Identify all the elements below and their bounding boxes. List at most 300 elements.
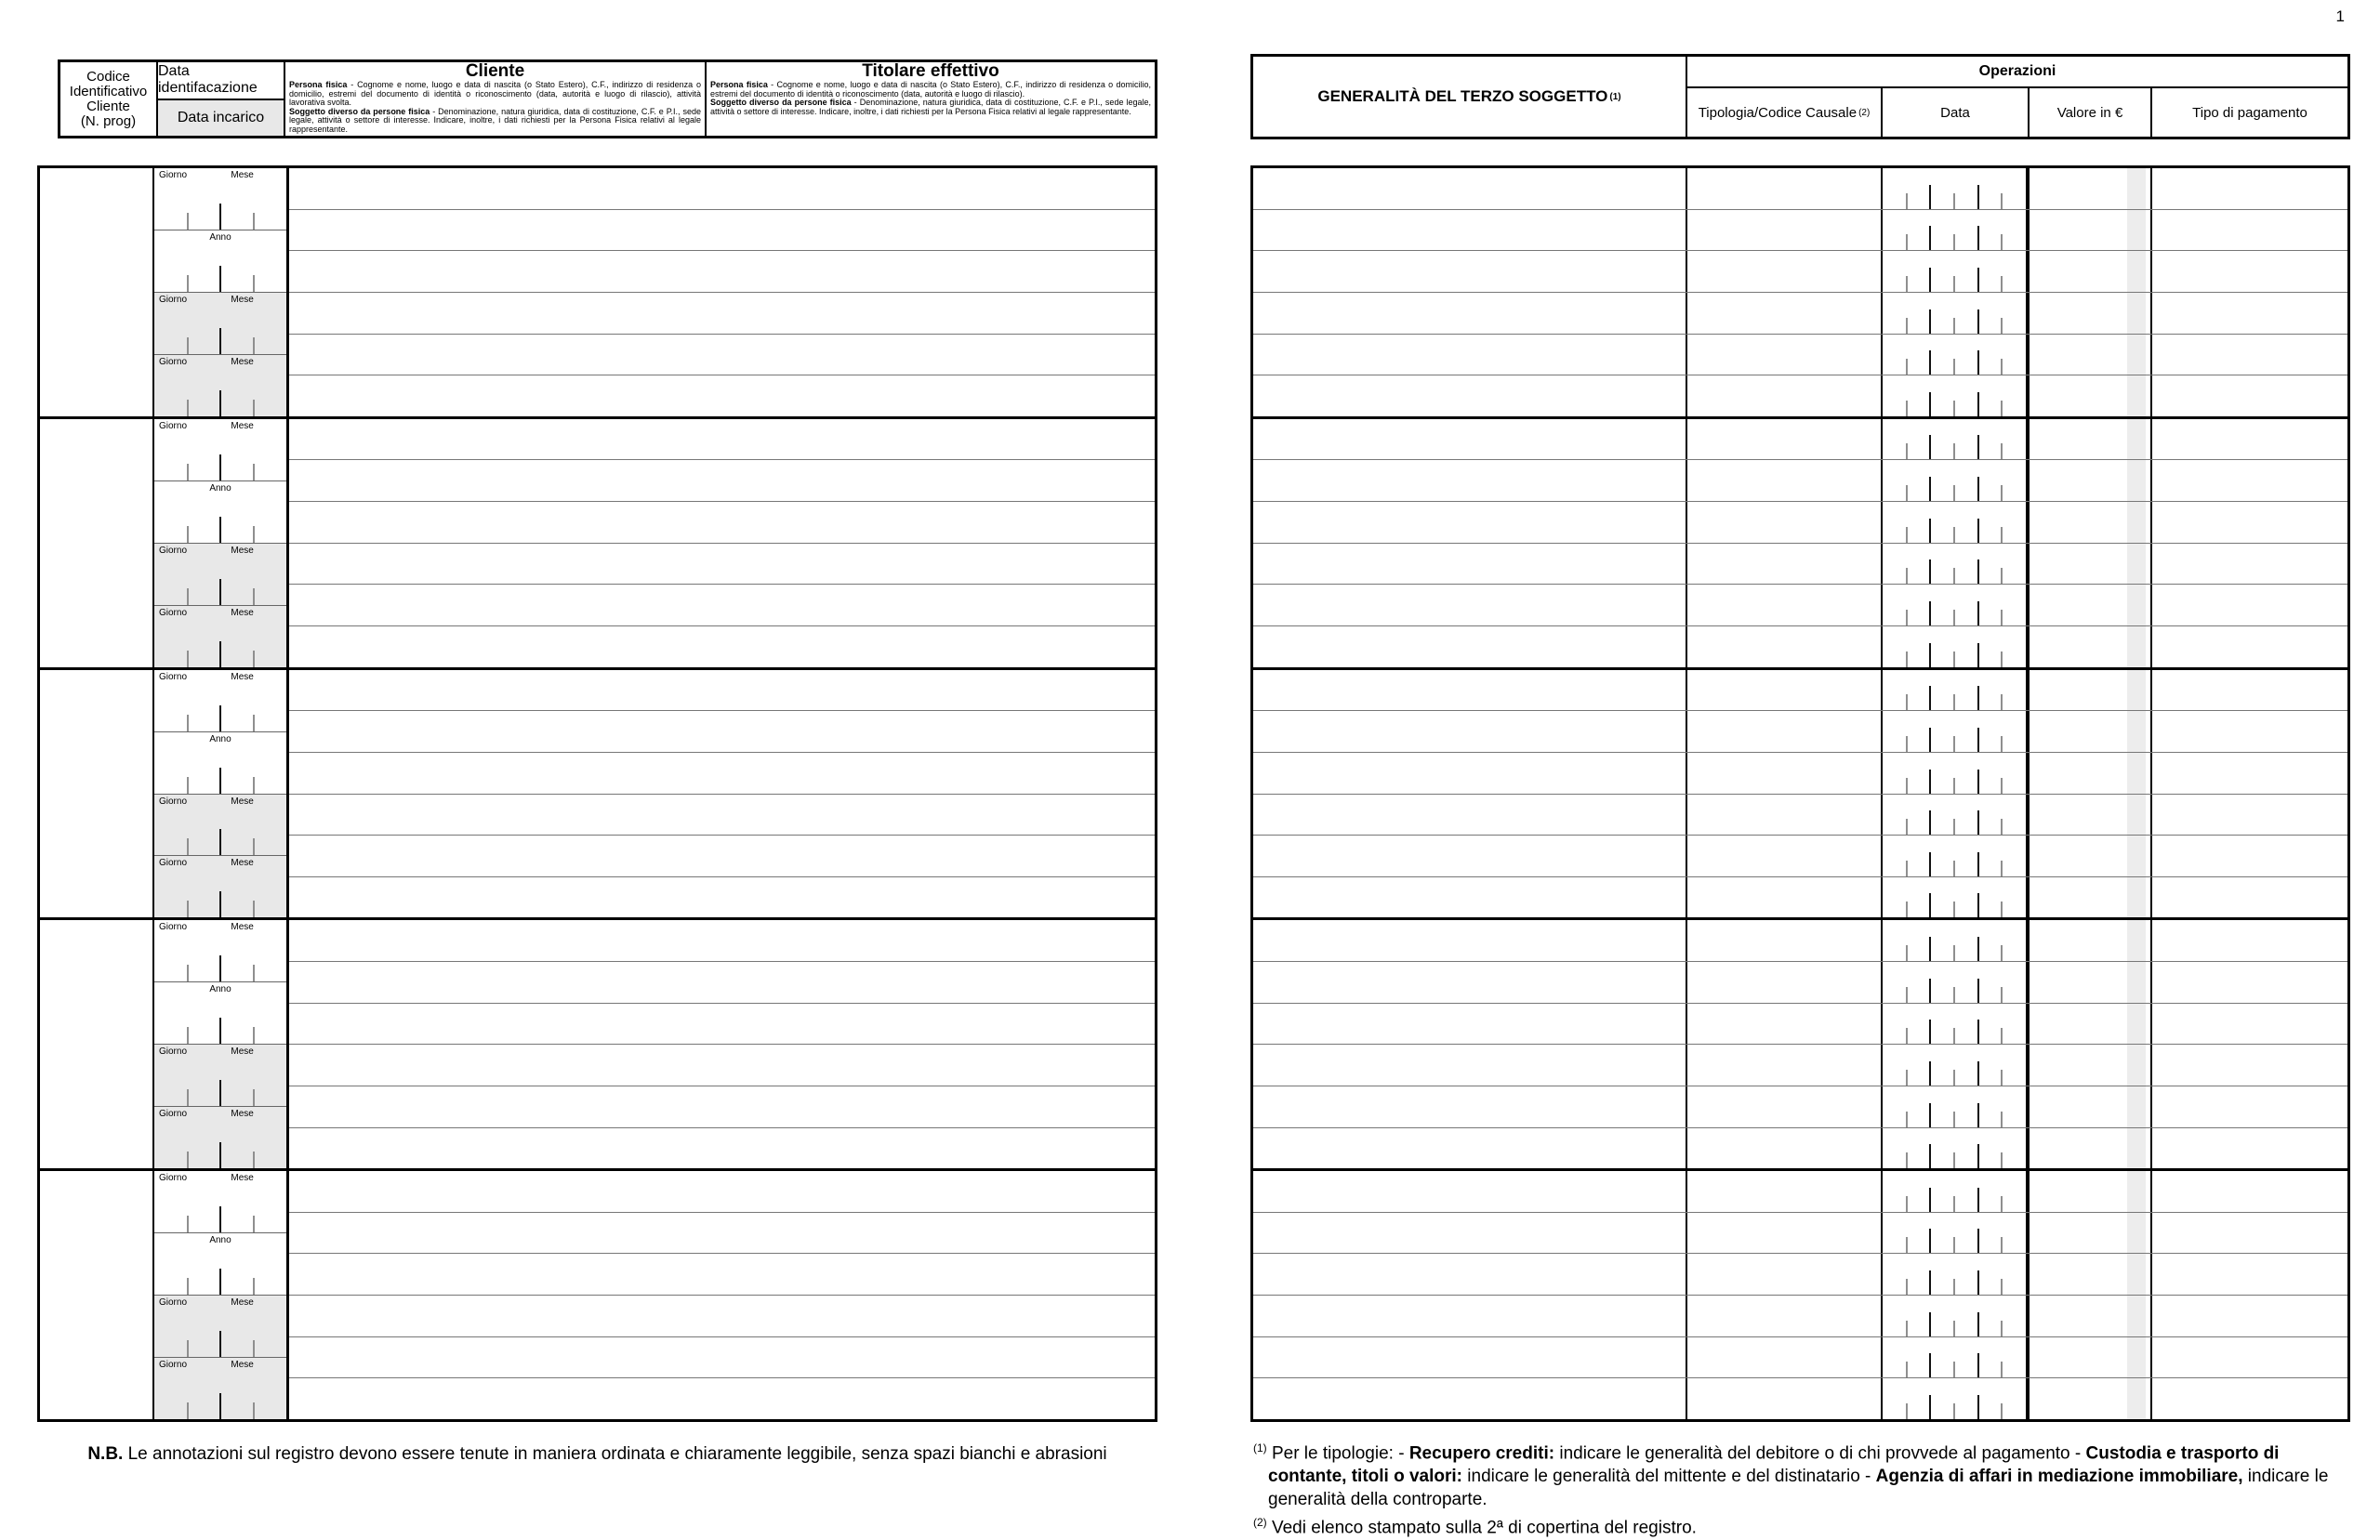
tipo-pagamento-cell xyxy=(2152,626,2347,667)
date-tick-dark xyxy=(219,829,221,855)
cliente-title: Cliente xyxy=(465,61,525,81)
writing-row xyxy=(289,1337,1155,1379)
data-operazione-cell xyxy=(1883,626,2030,667)
date-tick-dark xyxy=(219,1206,221,1232)
tipo-pagamento-cell xyxy=(2152,1378,2347,1419)
date-column xyxy=(154,670,289,918)
valore-cell xyxy=(2030,1337,2152,1378)
giorno-label: Giorno xyxy=(159,545,188,556)
date-tick-light xyxy=(1953,1403,1955,1419)
valore-decimali-band xyxy=(2127,375,2146,416)
date-tick-dark xyxy=(219,1142,221,1168)
valore-decimali-band xyxy=(2127,1045,2146,1086)
operation-row xyxy=(1253,251,2347,293)
mese-label: Mese xyxy=(231,1297,254,1309)
operation-row xyxy=(1253,1254,2347,1296)
tipo-pagamento-cell xyxy=(2152,920,2347,961)
date-tick-light xyxy=(2001,736,2003,752)
date-tick-light xyxy=(1953,485,1955,501)
data-operazione-cell xyxy=(1883,1296,2030,1336)
text-part: indicare le generalità della controparte. xyxy=(1268,1467,2329,1510)
writing-row xyxy=(289,375,1155,416)
date-tick-dark xyxy=(1929,728,1931,752)
date-tick-light xyxy=(1953,736,1955,752)
date-tick-light xyxy=(1906,1403,1908,1419)
tipologia-codice-causale-cell xyxy=(1687,1086,1883,1127)
valore-decimali-band xyxy=(2127,1086,2146,1127)
tipologia-codice-causale-cell xyxy=(1687,460,1883,501)
operation-row xyxy=(1253,1296,2347,1337)
cliente-soggetto-diverso-note xyxy=(285,108,705,135)
valore-cell xyxy=(2030,1296,2152,1336)
date-tick-light xyxy=(187,213,189,230)
codice-identificativo-cell xyxy=(40,1171,154,1419)
valore-cell xyxy=(2030,585,2152,625)
valore-decimali-band xyxy=(2127,1296,2146,1336)
operations-block xyxy=(1253,920,2347,1171)
date-tick-light xyxy=(1953,276,1955,292)
date-tick-dark xyxy=(1977,852,1979,876)
valore-header-cell: Valore in € xyxy=(2030,88,2152,137)
date-tick-light xyxy=(2001,527,2003,543)
date-tick-dark xyxy=(1977,1312,1979,1336)
giorno-label: Giorno xyxy=(159,922,188,933)
giorno-label: Giorno xyxy=(159,858,188,869)
writing-row xyxy=(289,251,1155,293)
date-tick-dark xyxy=(1929,1103,1931,1127)
generalita-terzo-soggetto-cell xyxy=(1253,962,1687,1003)
valore-decimali-band xyxy=(2127,711,2146,752)
date-tick-light xyxy=(2001,1152,2003,1168)
tipologia-codice-causale-cell xyxy=(1687,335,1883,375)
tipologia-codice-causale-cell xyxy=(1687,711,1883,752)
date-tick-dark xyxy=(1929,477,1931,501)
date-tick-light xyxy=(2001,443,2003,459)
date-tick-light xyxy=(253,1340,255,1357)
date-tick-light xyxy=(187,651,189,667)
writing-row xyxy=(289,795,1155,836)
text-part: - Cognome e nome, luogo e data di nascita (o Stato Estero), C.F., indirizzo di residenza o domicilio, estremi del documento di identità o riconoscimento (data, autorità e luogo di rilascio), attività lavorativa svolta. xyxy=(289,80,702,107)
date-tick-light xyxy=(1953,318,1955,334)
generalita-terzo-soggetto-cell xyxy=(1253,335,1687,375)
operation-row xyxy=(1253,335,2347,376)
tipologia-codice-causale-cell xyxy=(1687,1337,1883,1378)
tipologia-codice-causale-cell xyxy=(1687,1378,1883,1419)
tipologia-codice-causale-cell xyxy=(1687,1296,1883,1336)
generalita-terzo-soggetto-cell xyxy=(1253,836,1687,876)
mese-label: Mese xyxy=(231,1173,254,1184)
valore-cell xyxy=(2030,1171,2152,1212)
mese-label: Mese xyxy=(231,922,254,933)
writing-row xyxy=(289,419,1155,461)
valore-decimali-band xyxy=(2127,1213,2146,1254)
tipo-pagamento-cell xyxy=(2152,836,2347,876)
text-part: - Denominazione, natura giuridica, data di costituzione, C.F. e P.I., sede legale, attività o settore di interesse. Indicare, inoltre, i dati richiesti per la Persona Fisica relativi al legale rappresentante. xyxy=(289,106,701,134)
tipo-pagamento-cell xyxy=(2152,168,2347,209)
mese-label: Mese xyxy=(231,607,254,618)
generalita-terzo-soggetto-cell xyxy=(1253,1086,1687,1127)
data-identificazione-giorno-mese-section xyxy=(154,1171,286,1233)
text-part: Persona fisica xyxy=(710,80,768,89)
data-identificazione-giorno-mese-section xyxy=(154,168,286,230)
tipologia-codice-causale-cell xyxy=(1687,626,1883,667)
data-operazione-cell xyxy=(1883,210,2030,251)
date-tick-light xyxy=(2001,1321,2003,1336)
valore-cell xyxy=(2030,335,2152,375)
valore-cell xyxy=(2030,626,2152,667)
date-tick-dark xyxy=(1929,435,1931,459)
date-tick-dark xyxy=(1977,1144,1979,1168)
date-tick-dark xyxy=(219,390,221,416)
date-tick-dark xyxy=(1977,350,1979,375)
operation-row xyxy=(1253,1337,2347,1379)
data-operazione-cell xyxy=(1883,711,2030,752)
operations-block xyxy=(1253,670,2347,921)
data-header-column xyxy=(158,62,285,136)
writing-row xyxy=(289,544,1155,586)
valore-cell xyxy=(2030,711,2152,752)
valore-cell xyxy=(2030,1254,2152,1295)
date-tick-light xyxy=(2001,485,2003,501)
data-incarico-giorno-mese-section-1 xyxy=(154,795,286,857)
date-tick-light xyxy=(1906,1237,1908,1253)
titolare-effettivo-header-cell xyxy=(707,62,1155,136)
writing-row xyxy=(289,753,1155,795)
valore-cell xyxy=(2030,670,2152,711)
cliente-titolare-annotation-area xyxy=(289,1171,1155,1419)
date-tick-light xyxy=(1953,778,1955,794)
generalita-terzo-soggetto-cell xyxy=(1253,1045,1687,1086)
mese-label: Mese xyxy=(231,1109,254,1120)
date-tick-light xyxy=(187,1089,189,1106)
writing-row xyxy=(289,1254,1155,1296)
date-tick-light xyxy=(2001,1362,2003,1377)
date-tick-dark xyxy=(1977,435,1979,459)
codice-line: Codice xyxy=(86,68,130,85)
date-tick-light xyxy=(1906,778,1908,794)
date-tick-light xyxy=(2001,1403,2003,1419)
page-number: 1 xyxy=(2335,7,2345,25)
date-tick-light xyxy=(1906,443,1908,459)
date-tick-light xyxy=(187,715,189,731)
date-tick-dark xyxy=(1929,1144,1931,1168)
tipo-pagamento-cell xyxy=(2152,1296,2347,1336)
date-column xyxy=(154,168,289,416)
date-tick-light xyxy=(187,1278,189,1295)
date-tick-dark xyxy=(1977,1188,1979,1212)
right-header-table xyxy=(1250,54,2350,139)
date-tick-light xyxy=(187,777,189,794)
date-tick-light xyxy=(1906,359,1908,375)
date-tick-light xyxy=(1953,1362,1955,1377)
data-identificazione-anno-section xyxy=(154,732,286,795)
valore-cell xyxy=(2030,1128,2152,1169)
operazioni-header-group xyxy=(1687,57,2347,137)
mese-label: Mese xyxy=(231,858,254,869)
data-operazione-cell xyxy=(1883,293,2030,334)
data-incarico-giorno-mese-section-2 xyxy=(154,355,286,416)
data-operazione-cell xyxy=(1883,920,2030,961)
date-tick-light xyxy=(187,1216,189,1232)
date-tick-light xyxy=(1906,1362,1908,1377)
valore-cell xyxy=(2030,210,2152,251)
client-block xyxy=(40,920,1155,1171)
date-column xyxy=(154,419,289,667)
date-tick-light xyxy=(1953,652,1955,667)
operation-row xyxy=(1253,753,2347,795)
date-tick-light xyxy=(187,400,189,416)
tipo-pagamento-cell xyxy=(2152,1254,2347,1295)
tipologia-codice-causale-header-cell xyxy=(1687,88,1883,137)
valore-decimali-band xyxy=(2127,293,2146,334)
date-tick-dark xyxy=(1977,1229,1979,1253)
data-incarico-giorno-mese-section-2 xyxy=(154,856,286,917)
date-tick-dark xyxy=(1977,519,1979,543)
date-tick-light xyxy=(1953,1152,1955,1168)
date-tick-dark xyxy=(1977,686,1979,710)
text-part: indicare le generalità del mittente e del distinatario - xyxy=(1462,1467,1876,1487)
writing-row xyxy=(289,1296,1155,1337)
date-tick-light xyxy=(1953,945,1955,961)
valore-decimali-band xyxy=(2127,335,2146,375)
date-tick-light xyxy=(187,1402,189,1419)
date-tick-light xyxy=(1953,819,1955,835)
data-operazione-header-cell: Data xyxy=(1883,88,2030,137)
generalita-terzo-soggetto-cell xyxy=(1253,920,1687,961)
generalita-terzo-soggetto-cell xyxy=(1253,1254,1687,1295)
data-incarico-giorno-mese-section-2 xyxy=(154,1107,286,1168)
mese-label: Mese xyxy=(231,1360,254,1371)
tipo-pagamento-cell xyxy=(2152,585,2347,625)
tipologia-codice-causale-cell xyxy=(1687,210,1883,251)
date-tick-light xyxy=(1906,652,1908,667)
codice-line: (N. prog) xyxy=(80,112,137,129)
date-tick-light xyxy=(2001,861,2003,876)
tipo-pagamento-cell xyxy=(2152,460,2347,501)
generalita-terzo-soggetto-cell xyxy=(1253,585,1687,625)
valore-cell xyxy=(2030,293,2152,334)
right-body-table xyxy=(1250,165,2350,1422)
operation-row xyxy=(1253,920,2347,962)
date-tick-dark xyxy=(1929,893,1931,917)
generalita-terzo-soggetto-header-cell xyxy=(1253,57,1687,137)
date-tick-dark xyxy=(1929,979,1931,1003)
titolare-effettivo-title: Titolare effettivo xyxy=(862,61,999,81)
valore-decimali-band xyxy=(2127,1378,2146,1419)
date-tick-dark xyxy=(219,517,221,543)
giorno-label: Giorno xyxy=(159,420,188,431)
tipo-pagamento-cell xyxy=(2152,1337,2347,1378)
date-tick-light xyxy=(2001,359,2003,375)
date-tick-light xyxy=(253,777,255,794)
date-tick-light xyxy=(1953,902,1955,917)
date-tick-light xyxy=(2001,318,2003,334)
tipo-pagamento-cell xyxy=(2152,502,2347,543)
generalita-terzo-soggetto-cell xyxy=(1253,168,1687,209)
nb-note xyxy=(37,1444,1157,1465)
date-tick-dark xyxy=(1977,601,1979,625)
generalita-terzo-soggetto-cell xyxy=(1253,1337,1687,1378)
date-tick-dark xyxy=(1929,852,1931,876)
operation-row xyxy=(1253,502,2347,544)
valore-decimali-band xyxy=(2127,962,2146,1003)
tipo-pagamento-cell xyxy=(2152,419,2347,460)
valore-decimali-band xyxy=(2127,1004,2146,1045)
operazioni-header-cell: Operazioni xyxy=(1687,57,2347,88)
operation-row xyxy=(1253,711,2347,753)
operation-row xyxy=(1253,670,2347,712)
writing-row xyxy=(289,1045,1155,1086)
date-tick-dark xyxy=(1977,268,1979,292)
tipologia-codice-causale-cell xyxy=(1687,920,1883,961)
date-tick-light xyxy=(1906,1196,1908,1212)
date-tick-light xyxy=(1906,1152,1908,1168)
date-tick-light xyxy=(1953,861,1955,876)
text-part: Soggetto diverso da persone fisica xyxy=(710,98,852,107)
date-tick-light xyxy=(1953,694,1955,710)
giorno-label: Giorno xyxy=(159,607,188,618)
tipo-pagamento-cell xyxy=(2152,1086,2347,1127)
operation-row xyxy=(1253,1378,2347,1419)
valore-cell xyxy=(2030,753,2152,794)
writing-row xyxy=(289,1004,1155,1046)
tipo-pagamento-cell xyxy=(2152,210,2347,251)
date-tick-light xyxy=(1953,610,1955,625)
date-tick-light xyxy=(253,588,255,605)
valore-decimali-band xyxy=(2127,1171,2146,1212)
data-identificazione-anno-section xyxy=(154,1233,286,1296)
date-tick-light xyxy=(1906,694,1908,710)
writing-row xyxy=(289,210,1155,252)
codice-identificativo-header-cell xyxy=(60,62,158,136)
data-identificazione-giorno-mese-section xyxy=(154,419,286,481)
date-tick-light xyxy=(1906,318,1908,334)
giorno-label: Giorno xyxy=(159,1297,188,1309)
date-tick-dark xyxy=(1977,559,1979,584)
text-part: indicare le generalità del debitore o di chi provvede al pagamento - xyxy=(1554,1443,2086,1464)
left-header-table xyxy=(58,59,1157,138)
client-block xyxy=(40,670,1155,921)
cliente-titolare-annotation-area xyxy=(289,419,1155,667)
date-tick-dark xyxy=(219,266,221,292)
valore-cell xyxy=(2030,1378,2152,1419)
date-tick-light xyxy=(1906,527,1908,543)
date-tick-dark xyxy=(219,768,221,794)
date-tick-light xyxy=(253,1402,255,1419)
codice-line: Identificativo xyxy=(69,83,148,99)
tipo-pagamento-cell xyxy=(2152,1213,2347,1254)
date-tick-light xyxy=(253,1089,255,1106)
date-tick-dark xyxy=(1977,392,1979,416)
date-tick-dark xyxy=(1929,601,1931,625)
date-tick-dark xyxy=(1977,728,1979,752)
codice-identificativo-cell xyxy=(40,419,154,667)
date-tick-dark xyxy=(1929,937,1931,961)
date-tick-dark xyxy=(1977,185,1979,209)
writing-row xyxy=(289,585,1155,626)
mese-label: Mese xyxy=(231,1046,254,1058)
date-tick-light xyxy=(1953,527,1955,543)
date-tick-dark xyxy=(219,204,221,230)
data-operazione-cell xyxy=(1883,375,2030,416)
operation-row xyxy=(1253,962,2347,1004)
operation-row xyxy=(1253,293,2347,335)
date-tick-light xyxy=(1906,401,1908,416)
valore-decimali-band xyxy=(2127,836,2146,876)
footnote-ref-1: (1) xyxy=(1609,91,1621,102)
valore-decimali-band xyxy=(2127,210,2146,251)
client-block xyxy=(40,1171,1155,1419)
date-tick-light xyxy=(1953,1196,1955,1212)
text-part: N.B. xyxy=(87,1444,124,1464)
date-tick-light xyxy=(1906,485,1908,501)
codice-identificativo-cell xyxy=(40,670,154,918)
data-incarico-header-cell: Data incarico xyxy=(158,100,284,137)
tipologia-codice-causale-cell xyxy=(1687,877,1883,918)
tipo-pagamento-cell xyxy=(2152,670,2347,711)
operation-row xyxy=(1253,1171,2347,1213)
data-operazione-cell xyxy=(1883,670,2030,711)
giorno-label: Giorno xyxy=(159,356,188,367)
codice-identificativo-cell xyxy=(40,920,154,1168)
date-tick-light xyxy=(1906,945,1908,961)
date-tick-light xyxy=(1953,359,1955,375)
date-tick-dark xyxy=(1977,1353,1979,1377)
tipo-pagamento-cell xyxy=(2152,293,2347,334)
codice-identificativo-cell xyxy=(40,168,154,416)
valore-cell xyxy=(2030,877,2152,918)
date-tick-dark xyxy=(219,891,221,917)
cliente-header-cell xyxy=(285,62,707,136)
generalita-terzo-soggetto-cell xyxy=(1253,1171,1687,1212)
writing-row xyxy=(289,962,1155,1004)
date-tick-dark xyxy=(1929,1312,1931,1336)
date-tick-light xyxy=(2001,987,2003,1003)
valore-cell xyxy=(2030,836,2152,876)
date-tick-light xyxy=(253,1278,255,1295)
date-tick-light xyxy=(187,588,189,605)
data-identificazione-giorno-mese-section xyxy=(154,920,286,982)
date-tick-dark xyxy=(219,454,221,480)
generalita-terzo-soggetto-cell xyxy=(1253,460,1687,501)
writing-row xyxy=(289,920,1155,962)
giorno-label: Giorno xyxy=(159,1046,188,1058)
giorno-label: Giorno xyxy=(159,1109,188,1120)
date-tick-dark xyxy=(219,328,221,354)
tipo-pagamento-cell xyxy=(2152,544,2347,585)
date-tick-light xyxy=(1906,902,1908,917)
footnote-2-text: Vedi elenco stampato sulla 2ª di copertina del registro. xyxy=(1271,1518,1697,1538)
date-tick-light xyxy=(2001,1112,2003,1127)
date-tick-light xyxy=(1906,234,1908,250)
date-tick-light xyxy=(1953,443,1955,459)
date-tick-dark xyxy=(1929,350,1931,375)
data-incarico-giorno-mese-section-1 xyxy=(154,544,286,606)
data-identificazione-anno-section xyxy=(154,481,286,544)
operation-row xyxy=(1253,1128,2347,1169)
data-operazione-cell xyxy=(1883,1004,2030,1045)
writing-row xyxy=(289,293,1155,335)
tipo-pagamento-cell xyxy=(2152,1171,2347,1212)
operations-block xyxy=(1253,419,2347,670)
generalita-terzo-soggetto-cell xyxy=(1253,419,1687,460)
date-tick-dark xyxy=(1929,559,1931,584)
date-tick-dark xyxy=(1977,937,1979,961)
valore-decimali-band xyxy=(2127,670,2146,711)
tipologia-codice-causale-cell xyxy=(1687,419,1883,460)
generalita-terzo-soggetto-cell xyxy=(1253,1004,1687,1045)
date-column xyxy=(154,1171,289,1419)
